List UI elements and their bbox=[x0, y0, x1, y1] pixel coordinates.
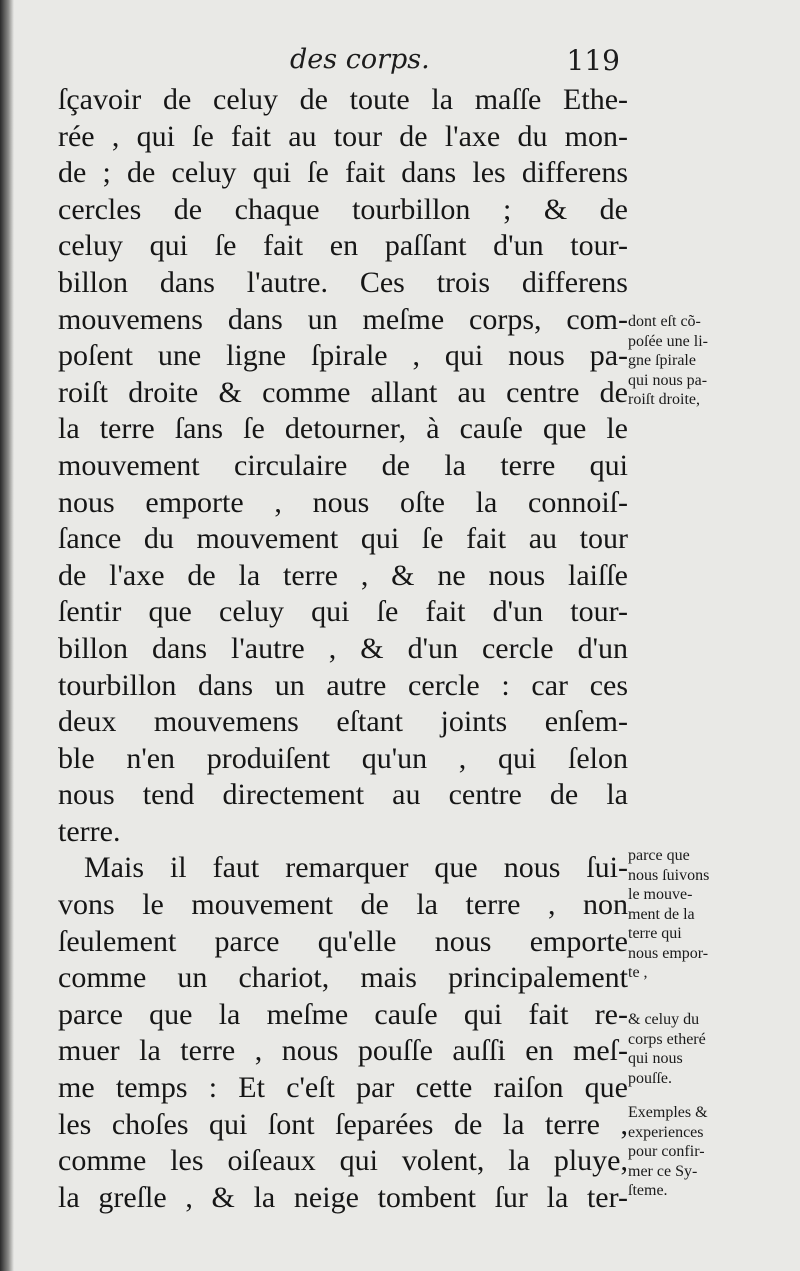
text-line: la terre ſans ſe detourner, à cauſe que le bbox=[58, 412, 628, 446]
page-number: 119 bbox=[566, 44, 620, 77]
text-line: mouvemens dans un meſme corps, com- bbox=[58, 302, 628, 336]
margin-note-line: qui nous pa- bbox=[628, 371, 708, 389]
margin-note-line: Exemples & bbox=[628, 1104, 708, 1121]
text-line: comme un chariot, mais principalement bbox=[58, 961, 628, 995]
text-line: nous emporte , nous oſte la connoiſ- bbox=[58, 485, 628, 519]
margin-note-ether-body bbox=[628, 1010, 778, 1088]
text-line: muer la terre , nous pouſſe auſſi en meſ- bbox=[58, 1034, 628, 1068]
page-header bbox=[60, 40, 620, 84]
margin-note-line: parce que bbox=[628, 847, 690, 864]
margin-note-line: ment de la bbox=[628, 905, 695, 923]
text-line: poſent une ligne ſpirale , qui nous pa- bbox=[58, 339, 628, 373]
text-line: ſçavoir de celuy de toute la maſſe Ethe- bbox=[58, 83, 628, 116]
text-line: ble n'en produiſent qu'un , qui ſelon bbox=[58, 741, 628, 775]
margin-note-line: qui nous bbox=[628, 1050, 683, 1067]
margin-note-line: experiences bbox=[628, 1123, 704, 1141]
page-binding-shadow bbox=[0, 0, 14, 1271]
margin-note-line: corps etheré bbox=[628, 1030, 706, 1048]
margin-note-line: pouſſe. bbox=[628, 1069, 672, 1087]
text-line: parce que la meſme cauſe qui fait re- bbox=[58, 997, 628, 1031]
text-line: les choſes qui ſont ſeparées de la terre , bbox=[58, 1107, 628, 1141]
text-line: nous tend directement au centre de la bbox=[58, 778, 628, 812]
margin-note-line: le mouve- bbox=[628, 886, 693, 903]
text-line: deux mouvemens eſtant joints enſem- bbox=[58, 705, 628, 739]
text-line: de l'axe de la terre , & ne nous laiſſe bbox=[58, 558, 628, 592]
margin-note-line: te , bbox=[628, 964, 648, 981]
text-line: billon dans l'autre , & d'un cercle d'un bbox=[58, 631, 628, 665]
text-line: mouvement circulaire de la terre qui bbox=[58, 448, 628, 482]
margin-note-line: nous ſuivons bbox=[628, 866, 710, 884]
text-line: tourbillon dans un autre cercle : car ces bbox=[58, 668, 628, 702]
running-title: des corps. bbox=[290, 44, 430, 75]
text-line: comme les oiſeaux qui volent, la pluye, bbox=[58, 1144, 628, 1178]
margin-note-line: mer ce Sy- bbox=[628, 1162, 698, 1180]
text-line: cercles de chaque tourbillon ; & de bbox=[58, 192, 628, 226]
text-line: Mais il faut remarquer que nous ſui- bbox=[84, 851, 628, 885]
text-line: vons le mouvement de la terre , non bbox=[58, 888, 628, 922]
margin-note-line: & celuy du bbox=[628, 1011, 700, 1028]
body-text bbox=[58, 82, 628, 1216]
text-line: billon dans l'autre. Ces trois differens bbox=[58, 265, 628, 299]
text-line: celuy qui ſe fait en paſſant d'un tour- bbox=[58, 229, 628, 263]
margin-note-examples bbox=[628, 1103, 778, 1201]
text-line: terre. bbox=[58, 814, 121, 848]
margin-note-line: gne ſpirale bbox=[628, 352, 696, 369]
margin-note-follow-earth bbox=[628, 846, 778, 983]
text-line: me temps : Et c'eſt par cette raiſon que bbox=[58, 1071, 628, 1105]
text-line: roiſt droite & comme allant au centre de bbox=[58, 375, 628, 409]
text-line: rée , qui ſe fait au tour de l'axe du mon- bbox=[58, 119, 628, 153]
margin-note-spiral-line bbox=[628, 312, 778, 410]
margin-note-line: pour confir- bbox=[628, 1143, 705, 1160]
text-line: ſance du mouvement qui ſe fait au tour bbox=[58, 522, 628, 556]
margin-note-line: ſteme. bbox=[628, 1182, 668, 1199]
text-line: ſentir que celuy qui ſe fait d'un tour- bbox=[58, 595, 628, 629]
text-line: la greſle , & la neige tombent ſur la ter- bbox=[58, 1180, 628, 1214]
margin-note-line: roiſt droite, bbox=[628, 391, 700, 408]
text-line: ſeulement parce qu'elle nous emporte bbox=[58, 924, 628, 958]
margin-note-line: poſée une li- bbox=[628, 332, 708, 350]
margin-note-line: terre qui bbox=[628, 925, 682, 942]
margin-note-line: nous empor- bbox=[628, 944, 709, 962]
text-line: de ; de celuy qui ſe fait dans les differens bbox=[58, 156, 628, 190]
margin-note-line: dont eſt cõ- bbox=[628, 313, 701, 330]
